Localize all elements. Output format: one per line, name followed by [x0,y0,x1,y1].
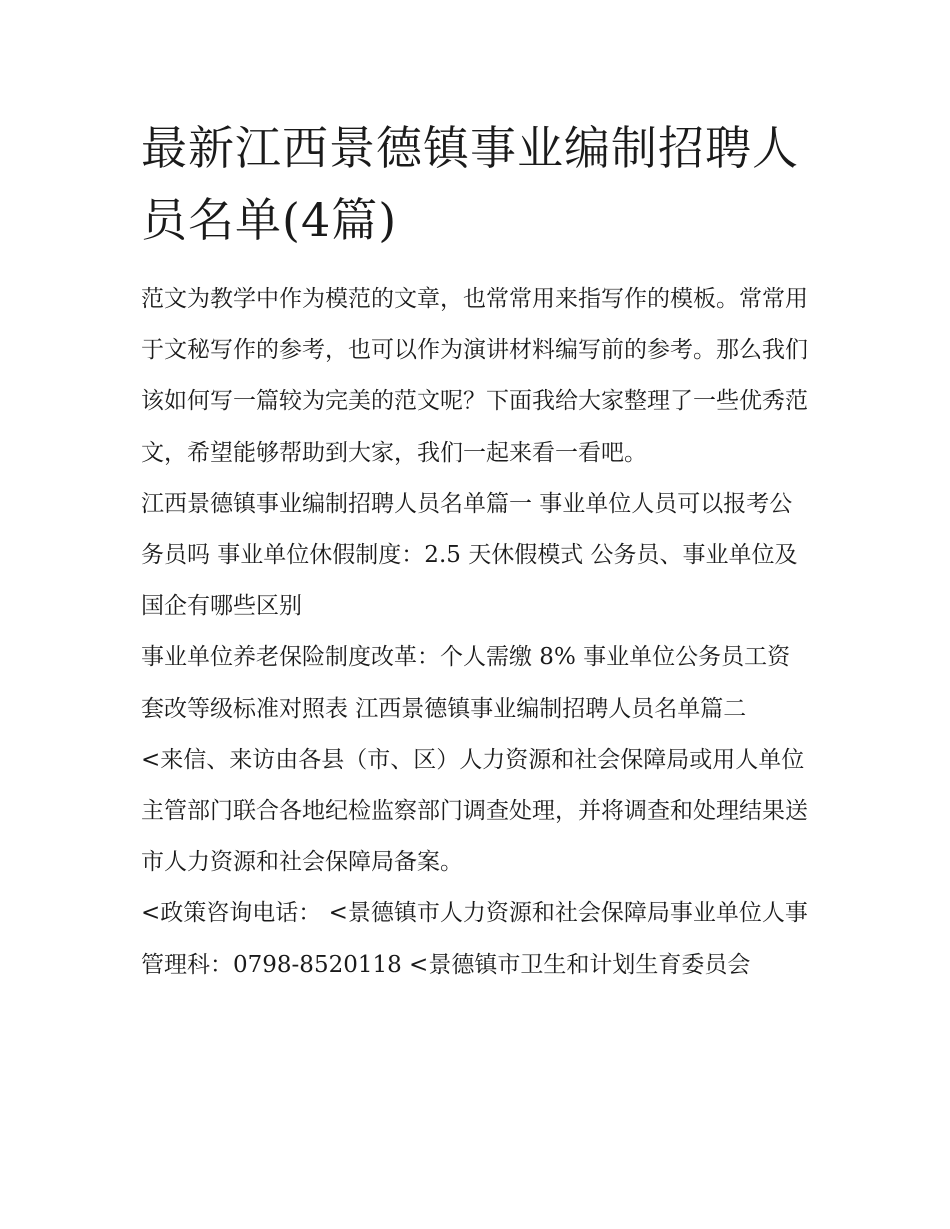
paragraph-part-one: 江西景德镇事业编制招聘人员名单篇一 事业单位人员可以报考公务员吗 事业单位休假制度：2.5 天休假模式 公务员、事业单位及国企有哪些区别 [141,490,798,620]
paragraph-intro: 范文为教学中作为模范的文章，也常常用来指写作的模板。常常用于文秘写作的参考，也可以作为演讲材料编写前的参考。那么我们该如何写一篇较为完美的范文呢？下面我给大家整理了一些优秀范文，希望能够帮助到大家，我们一起来看一看吧。 [141,286,808,466]
paragraph-complaints: <来信、来访由各县（市、区）人力资源和社会保障局或用人单位主管部门联合各地纪检监察部门调查处理，并将调查和处理结果送市人力资源和社会保障局备案。 [141,746,808,876]
paragraph-pension-reform: 事业单位养老保险制度改革：个人需缴 8% 事业单位公务员工资套改等级标准对照表 江西景德镇事业编制招聘人员名单篇二 [141,644,791,722]
document-page [141,112,813,991]
document-title: 最新江西景德镇事业编制招聘人员名单(4篇) [141,121,799,247]
paragraph-contact: <政策咨询电话： <景德镇市人力资源和社会保障局事业单位人事管理科：0798-8520118 <景德镇市卫生和计划生育委员会 [141,900,808,978]
